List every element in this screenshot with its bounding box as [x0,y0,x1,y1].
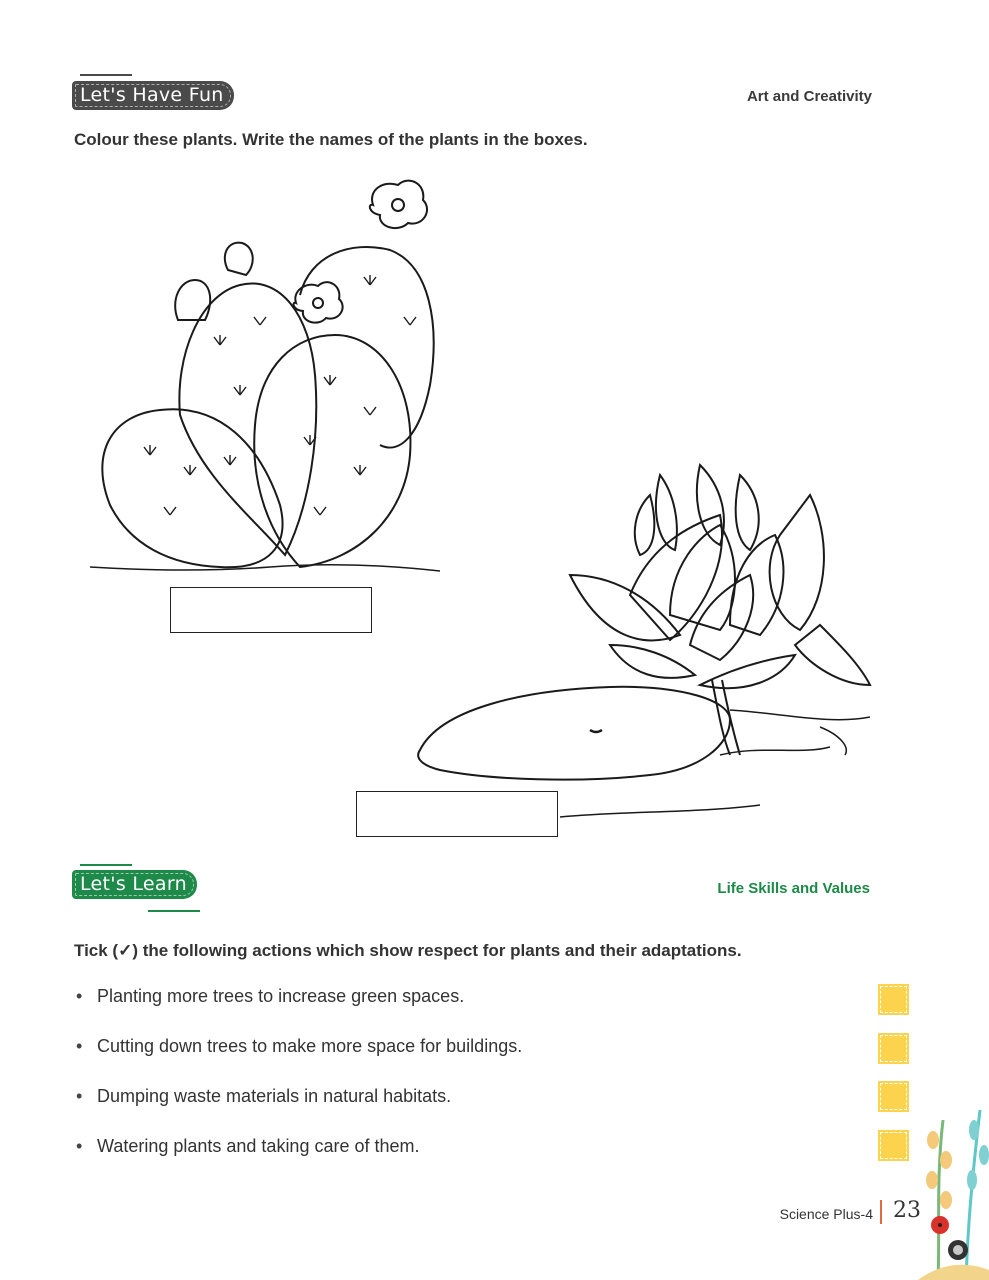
page-number: 23 [893,1198,921,1223]
art-and-creativity-tag: Art and Creativity [746,88,872,105]
cactus-illustration [70,175,450,575]
tick-box-1[interactable] [878,984,909,1015]
badge-deco-line [80,74,132,76]
decorative-plant-icon [918,1100,989,1280]
lotus-illustration [400,455,910,845]
list-item: • Cutting down trees to make more space for buildings. [76,1036,522,1086]
list-item: • Watering plants and taking care of them. [76,1136,522,1186]
tick-box-3[interactable] [878,1081,909,1112]
tick-box-4[interactable] [878,1130,909,1161]
list-item: • Planting more trees to increase green spaces. [76,986,522,1036]
list-item: • Dumping waste materials in natural habitats. [76,1086,522,1136]
badge-deco-line [80,864,132,866]
life-skills-tag: Life Skills and Values [717,880,870,897]
badge-deco-line [148,910,200,912]
action-list [76,986,522,1186]
footer-divider [880,1200,882,1224]
cactus-name-box[interactable] [170,587,372,633]
tick-box-2[interactable] [878,1033,909,1064]
lets-have-fun-badge: Let's Have Fun [72,81,234,110]
lotus-name-box[interactable] [356,791,558,837]
book-title: Science Plus-4 [779,1206,873,1222]
lets-learn-badge: Let's Learn [72,870,197,899]
tick-instruction: Tick (✓) the following actions which show respect for plants and their adaptations. [74,941,742,960]
colour-instruction: Colour these plants. Write the names of the plants in the boxes. [74,130,588,149]
